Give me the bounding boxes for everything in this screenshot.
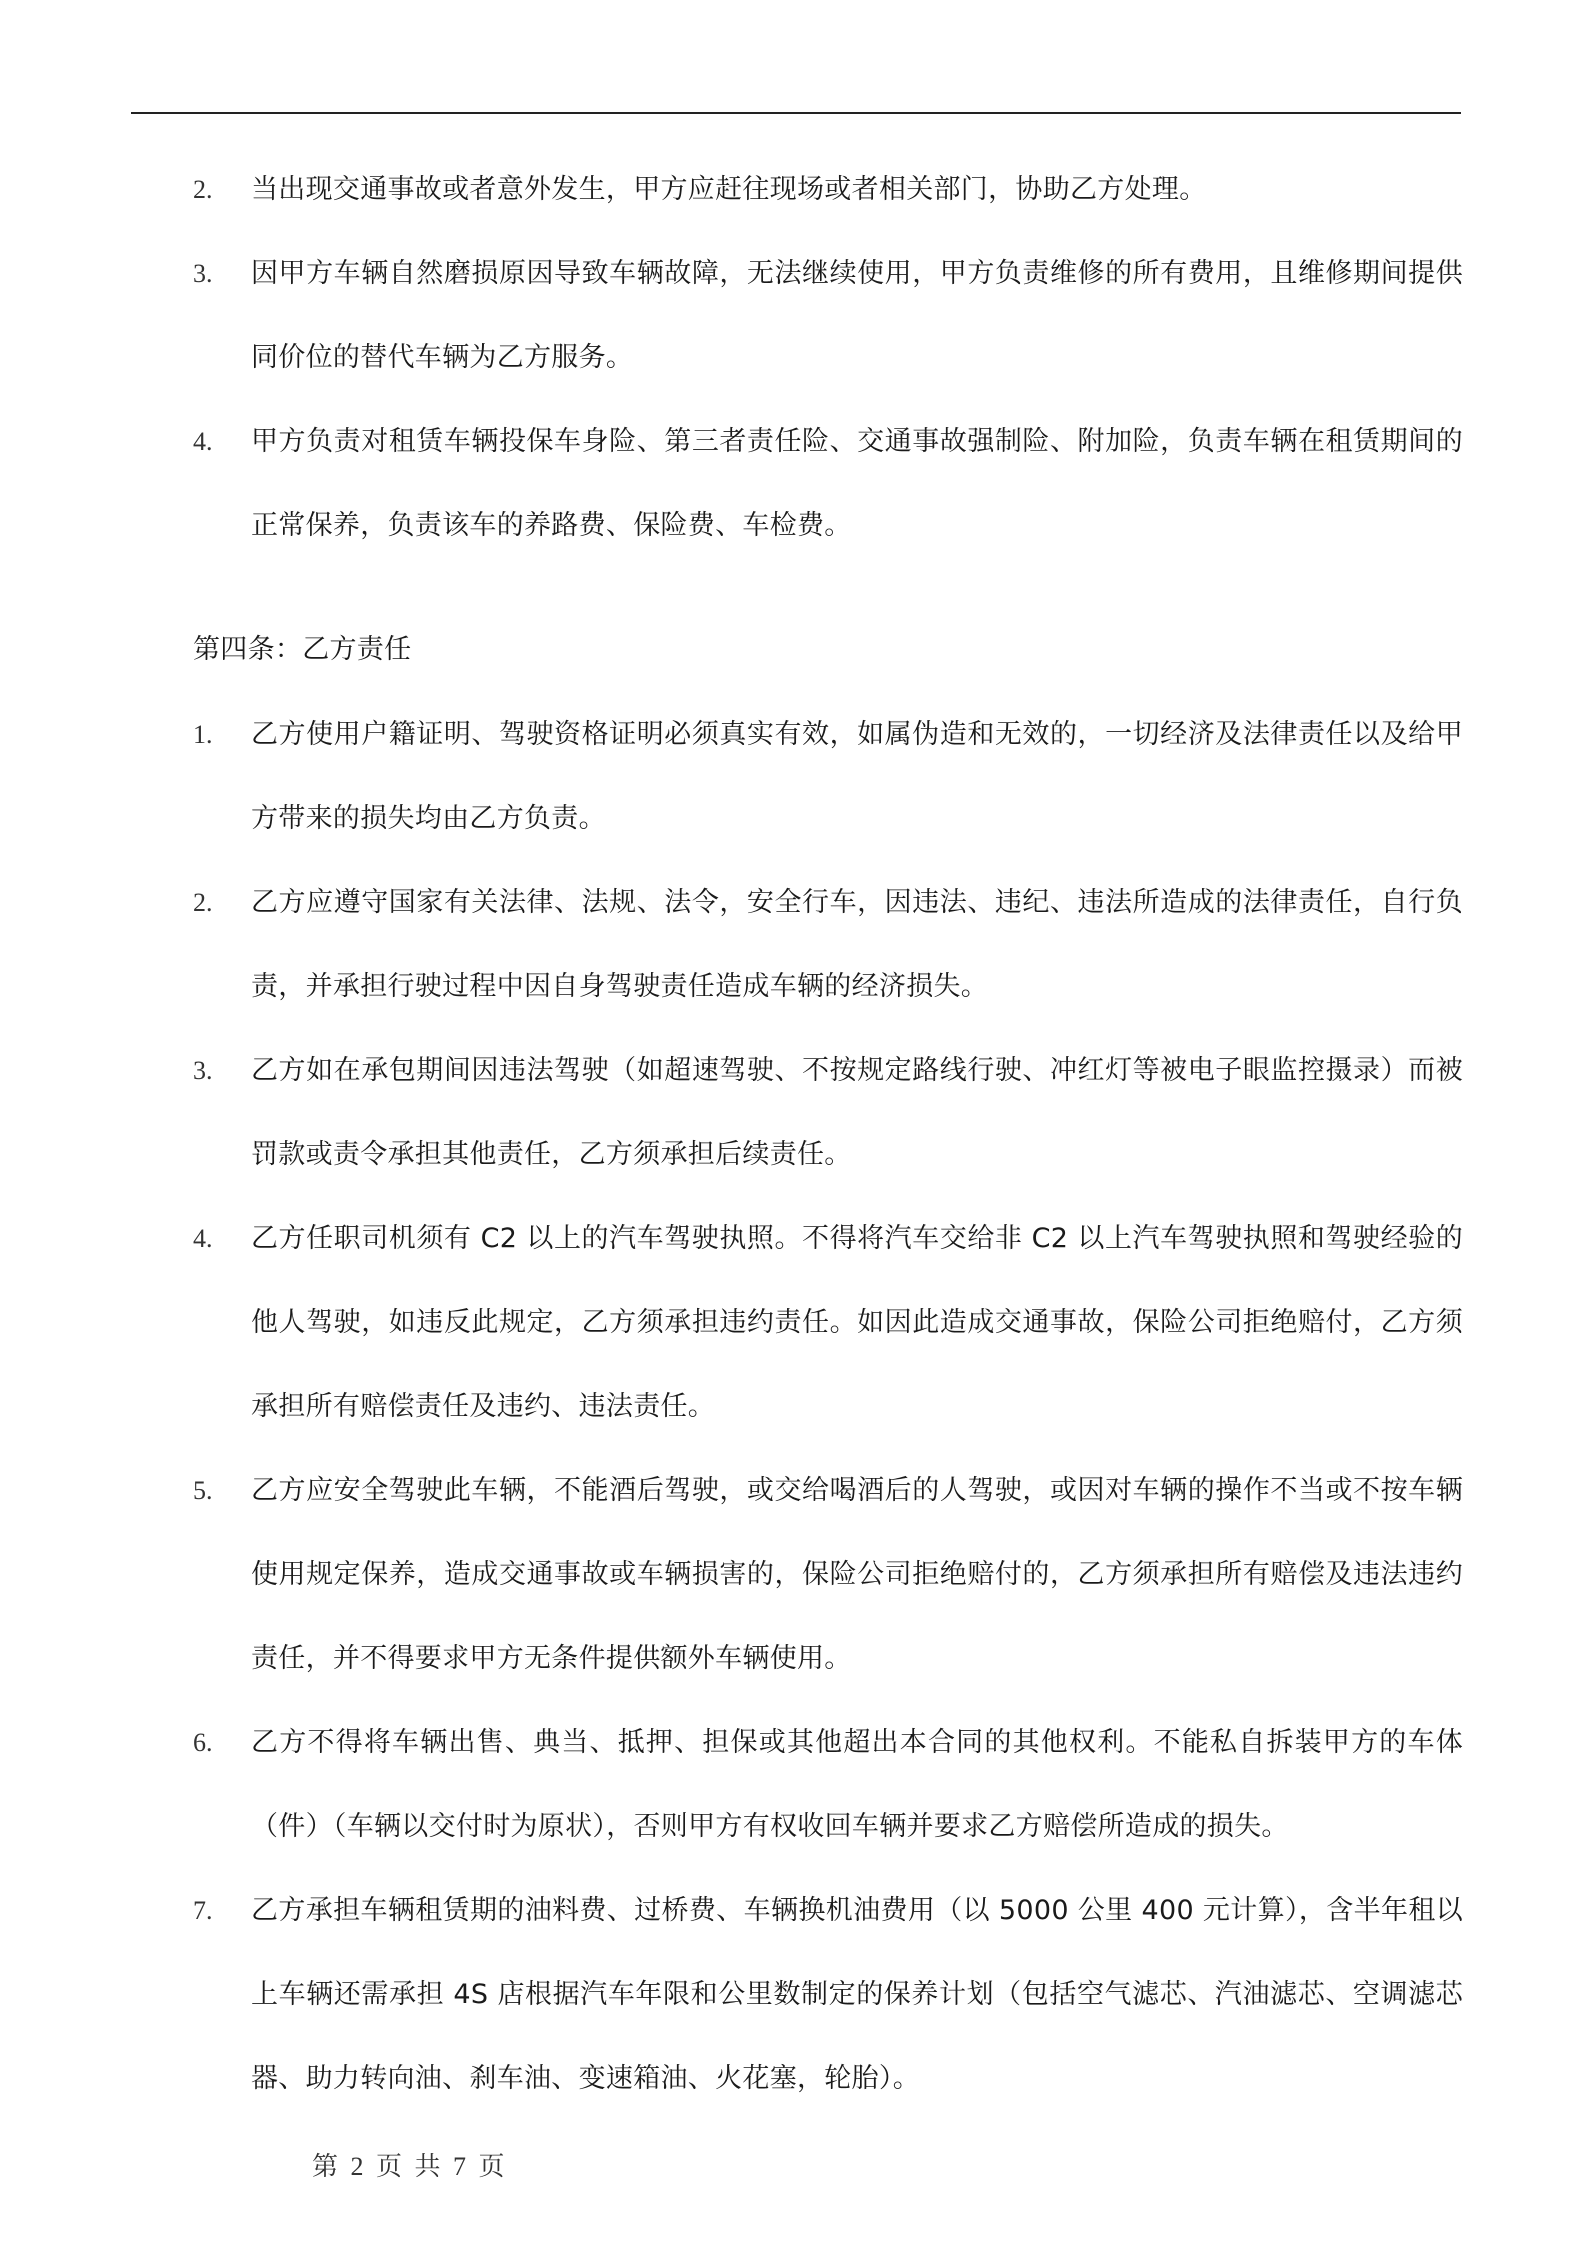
item-number: 7. (193, 1896, 213, 1925)
list-item (193, 148, 1463, 232)
item-number: 3. (193, 1056, 213, 1085)
list-item (193, 1869, 1463, 2121)
list-item (193, 693, 1463, 861)
item-text: 乙方承担车辆租赁期的油料费、过桥费、车辆换机油费用（以 5000 公里 400 元计算），含半年租以上车辆还需承担 4S 店根据汽车年限和公里数制定的保养计划（包括空气滤芯、汽油滤芯、空调滤芯器、助力转向油、刹车油、变速箱油、火花塞，轮胎）。 (251, 1895, 1463, 2094)
list-item (193, 861, 1463, 1029)
item-text: 乙方应安全驾驶此车辆，不能酒后驾驶，或交给喝酒后的人驾驶，或因对车辆的操作不当或不按车辆使用规定保养，造成交通事故或车辆损害的，保险公司拒绝赔付的，乙方须承担所有赔偿及违法违约责任，并不得要求甲方无条件提供额外车辆使用。 (251, 1475, 1463, 1674)
item-number: 5. (193, 1476, 213, 1505)
page-number: 第 2 页 共 7 页 (312, 2152, 508, 2181)
item-text: 甲方负责对租赁车辆投保车身险、第三者责任险、交通事故强制险、附加险，负责车辆在租赁期间的正常保养，负责该车的养路费、保险费、车检费。 (251, 426, 1463, 541)
item-text: 因甲方车辆自然磨损原因导致车辆故障，无法继续使用，甲方负责维修的所有费用，且维修期间提供同价位的替代车辆为乙方服务。 (251, 258, 1463, 373)
item-number: 6. (193, 1728, 213, 1757)
item-number: 4. (193, 427, 213, 456)
list-item (193, 1029, 1463, 1197)
item-number: 4. (193, 1224, 213, 1253)
item-text: 乙方不得将车辆出售、典当、抵押、担保或其他超出本合同的其他权利。不能私自拆装甲方的车体（件）（车辆以交付时为原状），否则甲方有权收回车辆并要求乙方赔偿所造成的损失。 (251, 1727, 1463, 1842)
list-item (193, 1449, 1463, 1701)
item-number: 2. (193, 175, 213, 204)
item-text: 乙方如在承包期间因违法驾驶（如超速驾驶、不按规定路线行驶、冲红灯等被电子眼监控摄录）而被罚款或责令承担其他责任，乙方须承担后续责任。 (251, 1055, 1463, 1170)
list-item (193, 1701, 1463, 1869)
header-rule (131, 112, 1461, 114)
item-number: 3. (193, 259, 213, 288)
item-text: 当出现交通事故或者意外发生，甲方应赶往现场或者相关部门，协助乙方处理。 (251, 174, 1207, 205)
list-item (193, 400, 1463, 568)
item-text: 乙方任职司机须有 C2 以上的汽车驾驶执照。不得将汽车交给非 C2 以上汽车驾驶执照和驾驶经验的他人驾驶，如违反此规定，乙方须承担违约责任。如因此造成交通事故，保险公司拒绝赔付，乙方须承担所有赔偿责任及违约、违法责任。 (251, 1223, 1463, 1422)
item-text: 乙方应遵守国家有关法律、法规、法令，安全行车，因违法、违纪、违法所造成的法律责任，自行负责，并承担行驶过程中因自身驾驶责任造成车辆的经济损失。 (251, 887, 1463, 1002)
list-item (193, 1197, 1463, 1449)
item-number: 1. (193, 720, 213, 749)
section-heading: 第四条：乙方责任 (193, 634, 412, 665)
item-number: 2. (193, 888, 213, 917)
item-text: 乙方使用户籍证明、驾驶资格证明必须真实有效，如属伪造和无效的，一切经济及法律责任以及给甲方带来的损失均由乙方负责。 (251, 719, 1463, 834)
list-item (193, 232, 1463, 400)
